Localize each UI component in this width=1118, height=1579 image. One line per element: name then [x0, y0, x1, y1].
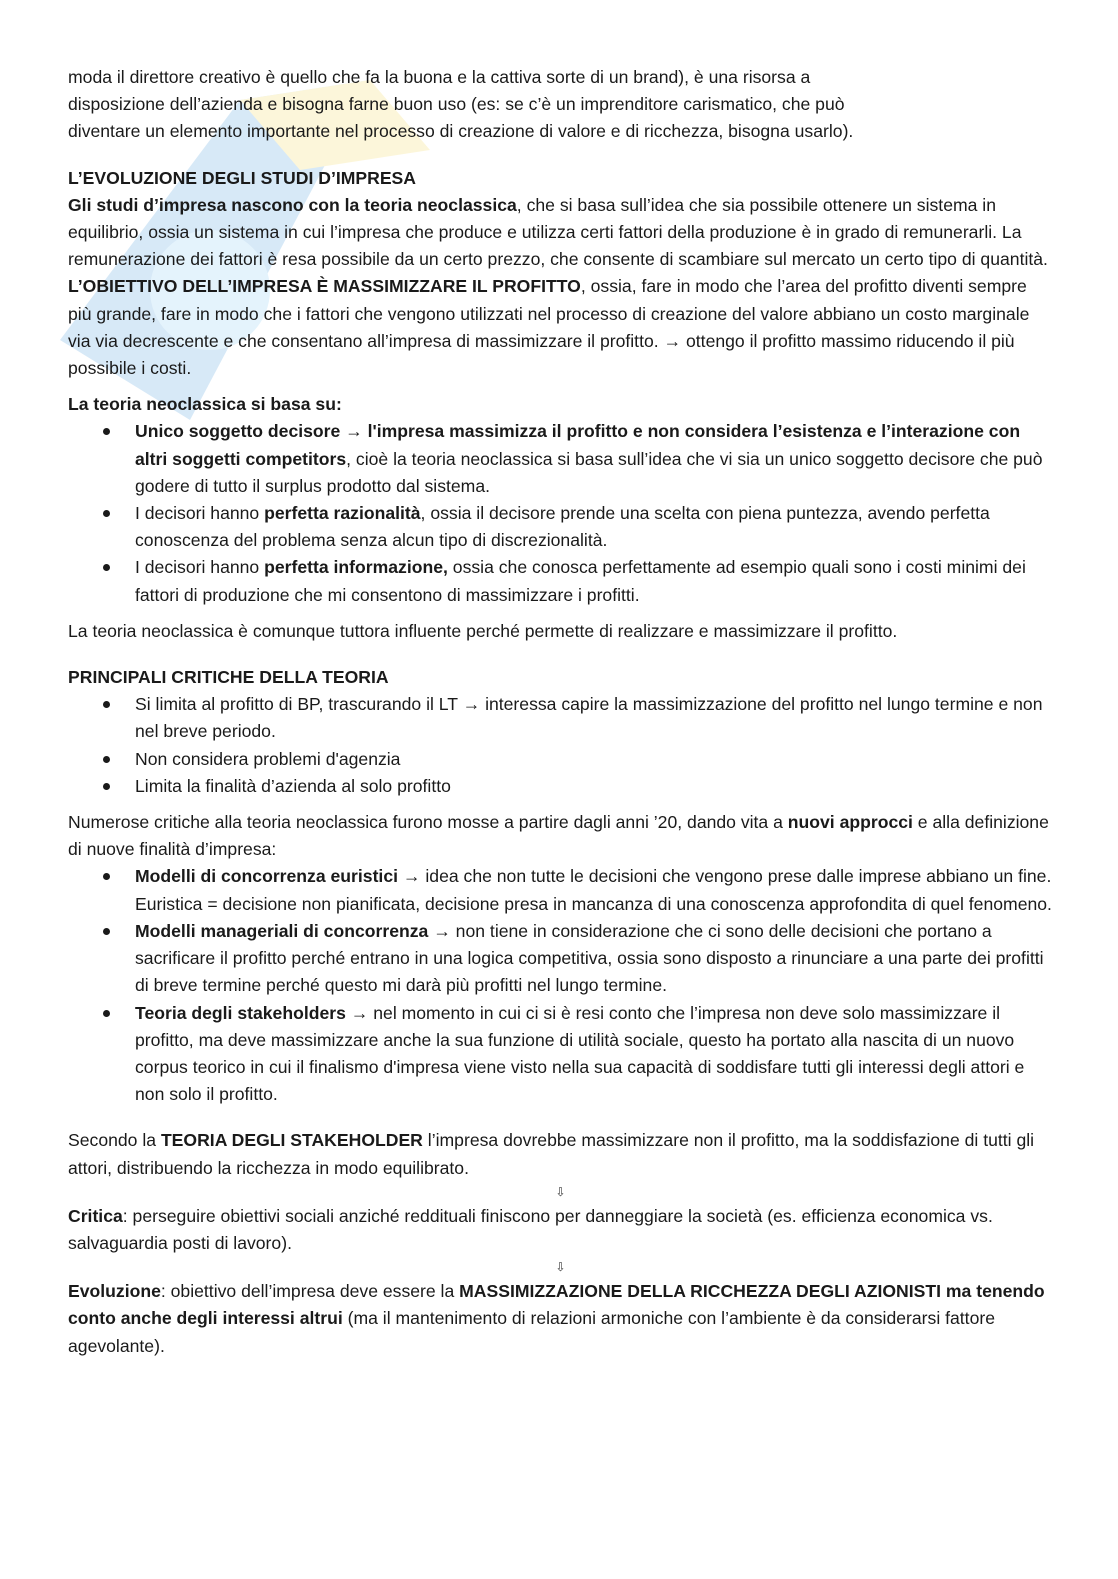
- list-item: Non considera problemi d'agenzia: [68, 746, 1053, 773]
- stakeholder-paragraph: Secondo la TEORIA DEGLI STAKEHOLDER l’impresa dovrebbe massimizzare non il profitto, ma la soddisfazione di tutti gli attori, distribuendo la ricchezza in modo equilibrato.: [68, 1130, 1035, 1178]
- evoluzione-paragraph: Evoluzione: obiettivo dell’impresa deve essere la MASSIMIZZAZIONE DELLA RICCHEZZA DEGLI AZIONISTI ma tenendo conto anche degli interessi altrui (ma il mantenimento di relazioni armoniche con l’ambiente è da considerarsi fattore agevolante).: [68, 1281, 1045, 1356]
- evolution-paragraph: Gli studi d’impresa nascono con la teoria neoclassica, che si basa sull’idea che sia possibile ottenere un sistema in equilibrio, ossia un sistema in cui l’impresa che produce e utilizza certi fattori della produzione è in grado di remunerarli. La remunerazione dei fattori è resa possibile da un certo prezzo, che consente di scambiare sul mercato un certo tipo di quantità. L’OBIETTIVO DELL’IMPRESA È MASSIMIZZARE IL PROFITTO, ossia, fare in modo che l’area del profitto diventi sempre più grande, fare in modo che i fattori che vengono utilizzati nel processo di creazione del valore abbiano un costo marginale via via decrescente e che consentano all’impresa di massimizzare il profitto. → ottengo il profitto massimo riducendo il più possibile i costi.: [68, 194, 1048, 379]
- critiques-heading: PRINCIPALI CRITICHE DELLA TEORIA: [68, 667, 389, 688]
- list-item: I decisori hanno perfetta razionalità, ossia il decisore prende una scelta con piena puntezza, avendo perfetta conoscenza del problema senza alcun tipo di discrezionalità.: [68, 500, 1053, 554]
- new-approaches-list: [68, 863, 1053, 1108]
- evolution-heading: L’EVOLUZIONE DEGLI STUDI D’IMPRESA: [68, 167, 416, 188]
- list-item: Limita la finalità d’azienda al solo profitto: [68, 773, 1053, 800]
- list-item: Unico soggetto decisore → l'impresa massimizza il profitto e non considera l’esistenza e l’interazione con altri soggetti competitors, cioè la teoria neoclassica si basa sull’idea che vi sia un unico soggetto decisore che può godere di tutto il surplus prodotto dal sistema.: [68, 418, 1053, 500]
- list-item: Modelli di concorrenza euristici → idea che non tutte le decisioni che vengono prese dalle imprese abbiano un fine. Euristica = decisione non pianificata, decisione presa in mancanza di una conoscenza approfondita di quel fenomeno.: [68, 863, 1053, 917]
- list-item: I decisori hanno perfetta informazione, ossia che conosca perfettamente ad esempio quali sono i costi minimi dei fattori di produzione che mi consentono di massimizzare i profitti.: [68, 554, 1053, 608]
- arrow-down-icon: ⇩: [555, 1260, 566, 1275]
- arrow-down-icon: ⇩: [555, 1184, 566, 1199]
- intro-line-3: diventare un elemento importante nel processo di creazione di valore e di ricchezza, bisogna usarlo).: [68, 121, 854, 142]
- neoclassical-list: [68, 418, 1053, 608]
- document-page: [68, 64, 1053, 1360]
- list-item: Teoria degli stakeholders → nel momento in cui ci si è resi conto che l’impresa non deve solo massimizzare il profitto, ma deve massimizzare anche la sua funzione di utilità sociale, questo ha portato alla nascita di un nuovo corpus teorico in cui il finalismo d'impresa viene visto nella sua capacità di soddisfare tutti gli interessi degli attori e non solo il profitto.: [68, 1000, 1053, 1109]
- critica-paragraph: Critica: perseguire obiettivi sociali anziché reddituali finiscono per danneggiare la società (es. efficienza economica vs. salvaguardia posti di lavoro).: [68, 1205, 993, 1253]
- intro-line-1: moda il direttore creativo è quello che fa la buona e la cattiva sorte di un brand), è una risorsa a: [68, 67, 811, 87]
- new-approaches-intro: Numerose critiche alla teoria neoclassica furono mosse a partire dagli anni ’20, dando vita a nuovi approcci e alla definizione di nuove finalità d’impresa:: [68, 812, 1049, 860]
- list-item: Modelli manageriali di concorrenza → non tiene in considerazione che ci sono delle decisioni che portano a sacrificare il profitto perché entrano in una logica competitiva, ossia sono disposto a rinunciare a una parte dei profitti di breve termine perché questo mi darà più profitti nel lungo termine.: [68, 918, 1053, 1000]
- neoclassical-closing: La teoria neoclassica è comunque tuttora influente perché permette di realizzare e massimizzare il profitto.: [68, 620, 898, 641]
- neoclassical-heading: La teoria neoclassica si basa su:: [68, 394, 342, 415]
- critiques-list: [68, 691, 1053, 800]
- intro-line-2: disposizione dell’azienda e bisogna farne buon uso (es: se c’è un imprenditore carismatico, che può: [68, 94, 845, 115]
- list-item: Si limita al profitto di BP, trascurando il LT → interessa capire la massimizzazione del profitto nel lungo termine e non nel breve periodo.: [68, 691, 1053, 745]
